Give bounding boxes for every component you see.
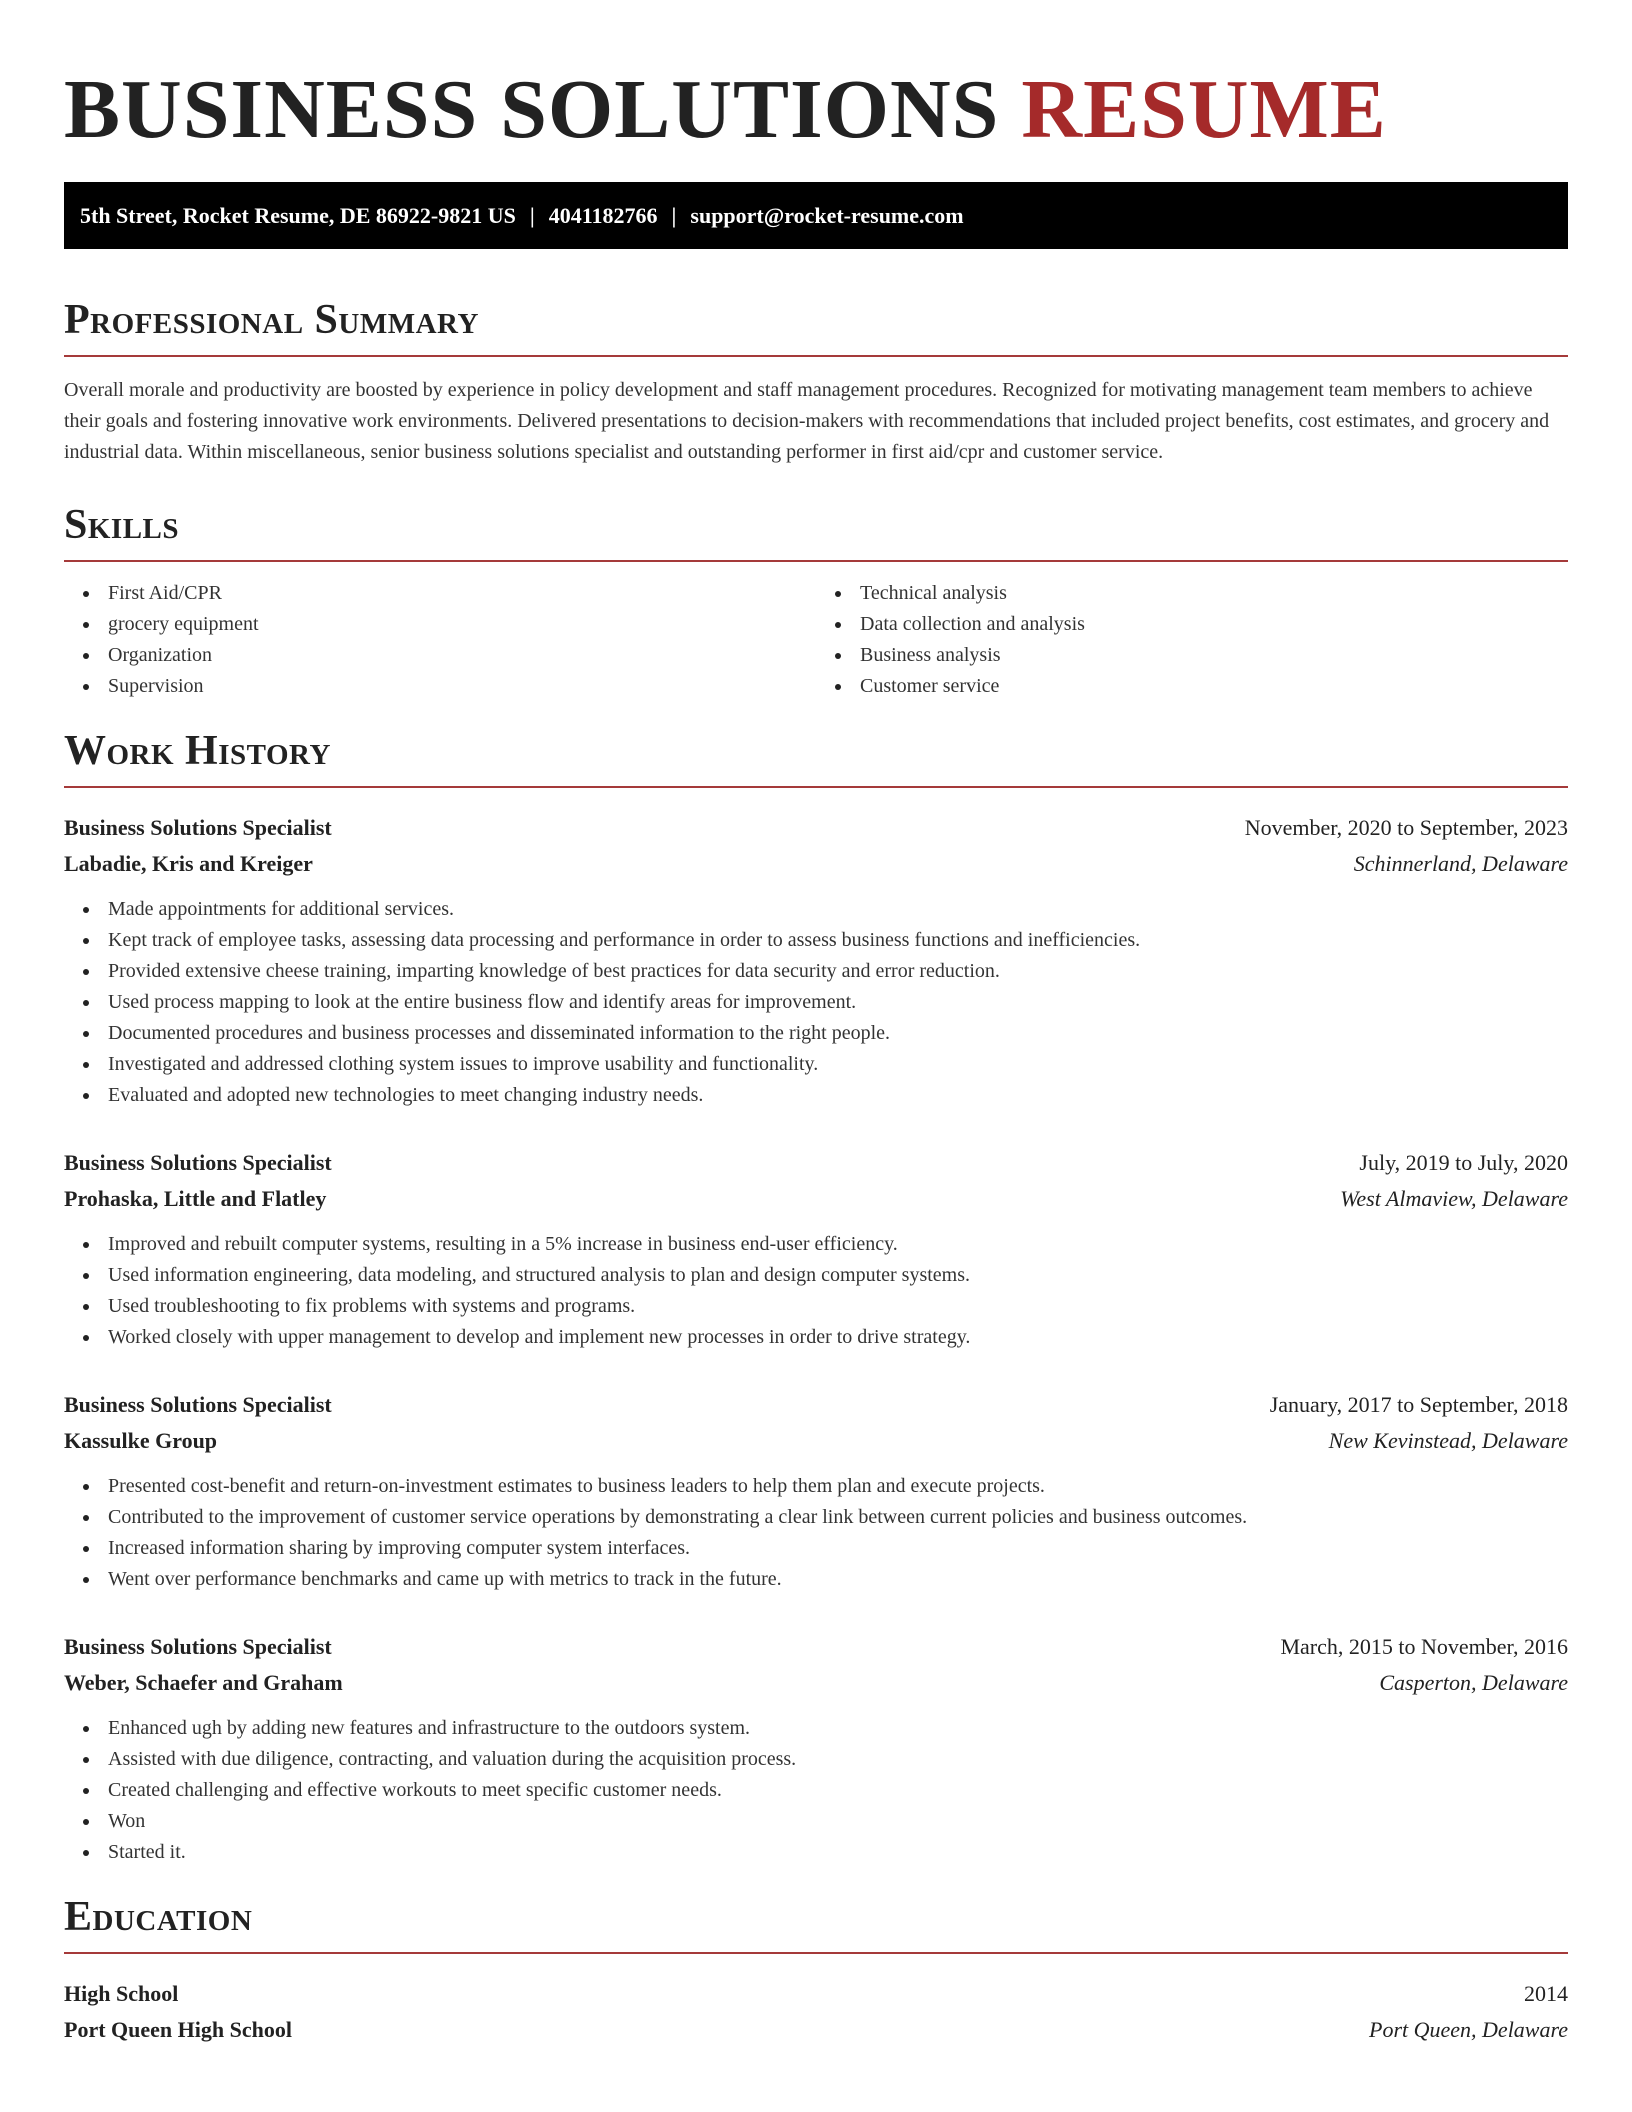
job-position: Business Solutions Specialist [64, 1150, 332, 1175]
job-company: Prohaska, Little and Flatley [64, 1186, 327, 1211]
job-bullets [64, 1229, 1568, 1353]
job-entry [64, 810, 1568, 1111]
job-location: Casperton, Delaware [1379, 1670, 1568, 1695]
job-bullet: Won [108, 1806, 1568, 1837]
job-company-row [64, 1181, 1568, 1217]
education-year: 2014 [1524, 1981, 1568, 2006]
section-heading-education: Education [64, 1896, 1568, 1954]
job-location: New Kevinstead, Delaware [1328, 1428, 1568, 1453]
job-bullet: Kept track of employee tasks, assessing data processing and performance in order to assess business functions and inefficiencies. [108, 925, 1568, 956]
job-header-row [64, 810, 1568, 846]
skill-item: Data collection and analysis [860, 609, 1568, 640]
job-bullet: Went over performance benchmarks and came up with metrics to track in the future. [108, 1564, 1568, 1595]
job-header-row [64, 1145, 1568, 1181]
education-section [64, 1896, 1568, 2048]
job-dates: March, 2015 to November, 2016 [1280, 1634, 1568, 1659]
job-location: Schinnerland, Delaware [1353, 851, 1568, 876]
skill-item: Business analysis [860, 640, 1568, 671]
resume-title [64, 63, 1568, 156]
job-bullet: Provided extensive cheese training, imparting knowledge of best practices for data security and error reduction. [108, 956, 1568, 987]
summary-text: Overall morale and productivity are boosted by experience in policy development and staff management procedures. Recognized for motivating management team members to achieve their goals and fostering innovative work environments. Delivered presentations to decision-makers with recommendations that included project benefits, cost estimates, and grocery and industrial data. Within miscellaneous, senior business solutions specialist and outstanding performer in first aid/cpr and customer service. [64, 379, 1550, 463]
skills-section [64, 504, 1568, 702]
skill-item: Customer service [860, 671, 1568, 702]
job-bullets [64, 1471, 1568, 1595]
job-company-row [64, 1665, 1568, 1701]
job-bullet: Made appointments for additional services. [108, 894, 1568, 925]
job-location: West Almaview, Delaware [1340, 1186, 1568, 1211]
education-header-row [64, 1976, 1568, 2012]
professional-summary-section [64, 299, 1568, 468]
job-dates: November, 2020 to September, 2023 [1244, 815, 1568, 840]
work-history-section [64, 730, 1568, 1868]
job-dates: January, 2017 to September, 2018 [1269, 1392, 1568, 1417]
skill-item: grocery equipment [108, 609, 816, 640]
job-bullet: Presented cost-benefit and return-on-investment estimates to business leaders to help them plan and execute projects. [108, 1471, 1568, 1502]
job-company: Kassulke Group [64, 1428, 218, 1453]
job-bullet: Documented procedures and business processes and disseminated information to the right people. [108, 1018, 1568, 1049]
job-bullets [64, 894, 1568, 1111]
job-entry [64, 1629, 1568, 1868]
job-bullet: Used process mapping to look at the entire business flow and identify areas for improvement. [108, 987, 1568, 1018]
contact-separator: | [529, 202, 535, 228]
section-heading-work-history: Work History [64, 730, 1568, 788]
job-header-row [64, 1629, 1568, 1665]
skill-item: Technical analysis [860, 578, 1568, 609]
education-degree: High School [64, 1981, 179, 2006]
job-bullet: Enhanced ugh by adding new features and infrastructure to the outdoors system. [108, 1713, 1568, 1744]
section-heading-skills: Skills [64, 504, 1568, 562]
job-dates: July, 2019 to July, 2020 [1359, 1150, 1568, 1175]
skill-item: Supervision [108, 671, 816, 702]
job-bullet: Worked closely with upper management to develop and implement new processes in order to drive strategy. [108, 1322, 1568, 1353]
contact-bar [64, 182, 1568, 249]
job-company: Labadie, Kris and Kreiger [64, 851, 313, 876]
contact-separator: | [671, 202, 677, 228]
skill-item: First Aid/CPR [108, 578, 816, 609]
skills-grid [64, 578, 1568, 702]
contact-address: 5th Street, Rocket Resume, DE 86922-9821 US [80, 202, 516, 228]
job-bullet: Started it. [108, 1837, 1568, 1868]
job-company: Weber, Schaefer and Graham [64, 1670, 343, 1695]
job-company-row [64, 1423, 1568, 1459]
title-accent: RESUME [1021, 63, 1387, 156]
section-heading-summary: Professional Summary [64, 299, 1568, 357]
job-bullet: Investigated and addressed clothing system issues to improve usability and functionality. [108, 1049, 1568, 1080]
job-position: Business Solutions Specialist [64, 815, 332, 840]
job-bullet: Evaluated and adopted new technologies to meet changing industry needs. [108, 1080, 1568, 1111]
job-bullet: Used information engineering, data modeling, and structured analysis to plan and design computer systems. [108, 1260, 1568, 1291]
skills-column-right [816, 578, 1568, 702]
job-position: Business Solutions Specialist [64, 1392, 332, 1417]
skill-item: Organization [108, 640, 816, 671]
education-school-row [64, 2012, 1568, 2048]
job-position: Business Solutions Specialist [64, 1634, 332, 1659]
job-entry [64, 1387, 1568, 1595]
education-location: Port Queen, Delaware [1369, 2017, 1568, 2042]
education-entry [64, 1976, 1568, 2048]
job-bullet: Used troubleshooting to fix problems with systems and programs. [108, 1291, 1568, 1322]
job-header-row [64, 1387, 1568, 1423]
education-school: Port Queen High School [64, 2017, 292, 2042]
job-entry [64, 1145, 1568, 1353]
job-company-row [64, 846, 1568, 882]
job-bullet: Increased information sharing by improving computer system interfaces. [108, 1533, 1568, 1564]
job-bullet: Contributed to the improvement of customer service operations by demonstrating a clear link between current policies and business outcomes. [108, 1502, 1568, 1533]
job-bullets [64, 1713, 1568, 1868]
skills-column-left [64, 578, 816, 702]
job-bullet: Assisted with due diligence, contracting, and valuation during the acquisition process. [108, 1744, 1568, 1775]
contact-phone: 4041182766 [548, 202, 658, 228]
title-main: BUSINESS SOLUTIONS [64, 63, 1000, 156]
job-bullet: Created challenging and effective workouts to meet specific customer needs. [108, 1775, 1568, 1806]
job-bullet: Improved and rebuilt computer systems, resulting in a 5% increase in business end-user efficiency. [108, 1229, 1568, 1260]
contact-email: support@rocket-resume.com [690, 202, 964, 228]
